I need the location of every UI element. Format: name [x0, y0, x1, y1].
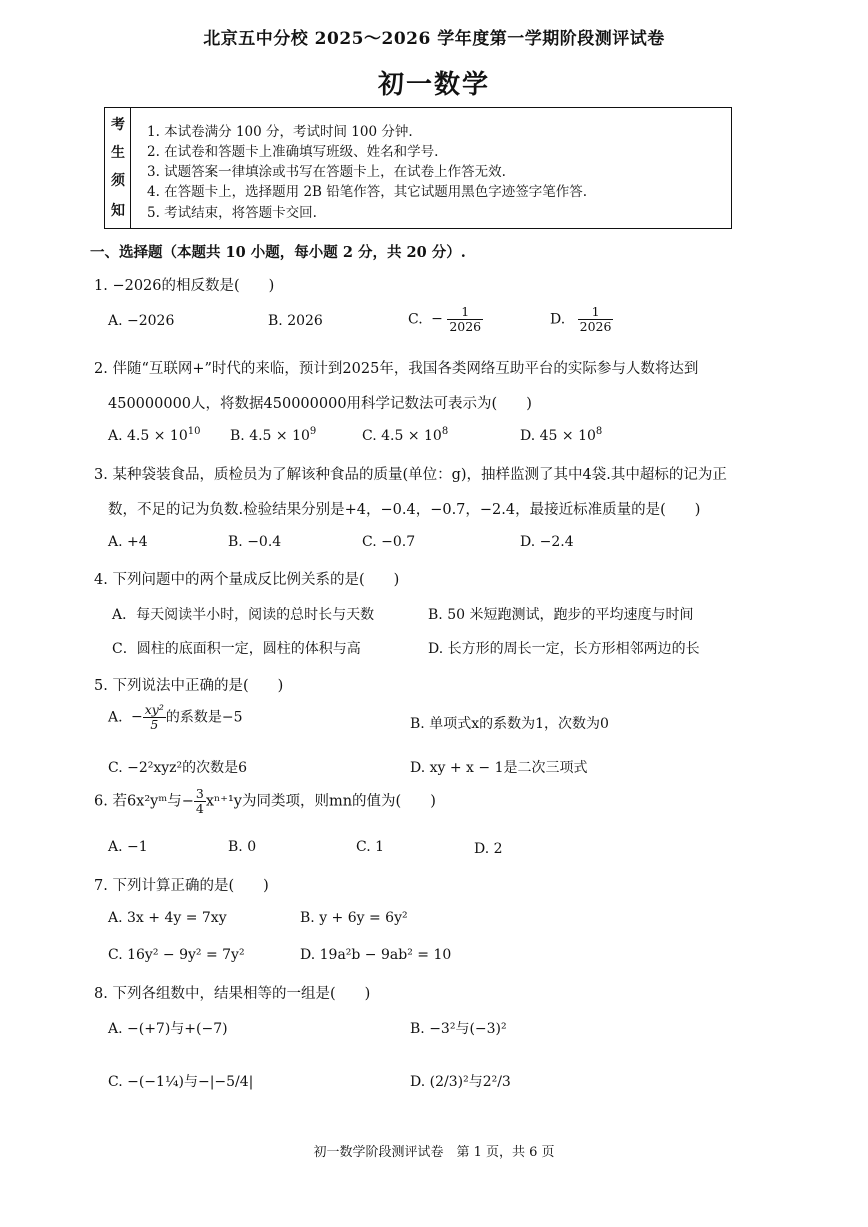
fraction-denominator: 2026	[579, 318, 612, 334]
q5-option-d: D. xy + x − 1是二次三项式	[410, 760, 588, 776]
q6-stem-part-2: xⁿ⁺¹y为同类项，则mn的值为( )	[205, 793, 436, 810]
question-3-line-2: 数，不足的记为负数.检验结果分别是+4，−0.4，−0.7，−2.4，最接近标准质量的是( )	[108, 502, 701, 518]
q1-option-c-fraction	[447, 305, 483, 334]
q2-option-b-base: B. 4.5 × 10	[230, 428, 310, 444]
q5-option-a-label: A.	[108, 709, 123, 726]
notice-label	[105, 108, 131, 228]
question-6-stem	[94, 787, 436, 816]
q6-option-b: B. 0	[228, 839, 257, 855]
fraction-denominator: 4	[195, 800, 204, 816]
q5-option-a-fraction	[143, 703, 166, 732]
notice-label-char: 考	[111, 117, 125, 133]
notice-label-char: 须	[111, 173, 125, 189]
notice-label-char: 知	[111, 203, 125, 219]
notice-item: 2. 在试卷和答题卡上准确填写班级、姓名和学号.	[147, 144, 439, 160]
q1-option-d-label: D.	[550, 311, 566, 328]
q2-option-a-exponent: 10	[187, 426, 201, 437]
q6-option-d: D. 2	[474, 841, 503, 857]
notice-item: 1. 本试卷满分 100 分，考试时间 100 分钟.	[147, 124, 413, 140]
q5-option-c: C. −2²xyz²的次数是6	[108, 760, 248, 776]
q2-option-d-exponent: 8	[595, 426, 603, 437]
question-2-line-1: 2. 伴随“互联网+”时代的来临，预计到2025年，我国各类网络互助平台的实际参与人数将达到	[94, 361, 699, 377]
q1-option-b: B. 2026	[268, 313, 323, 329]
question-2-line-2: 450000000人，将数据450000000用科学记数法可表示为( )	[108, 396, 532, 412]
q6-stem-part-1: 6. 若6x²yᵐ与−	[94, 793, 194, 810]
fraction-numerator: 3	[195, 786, 204, 801]
q8-option-a: A. −(+7)与+(−7)	[108, 1021, 228, 1037]
q1-option-c	[408, 305, 483, 334]
subject-title: 初一数学	[377, 70, 490, 100]
section-title: 一、选择题（本题共 10 小题，每小题 2 分，共 20 分）.	[90, 244, 466, 261]
notice-box	[104, 107, 732, 229]
notice-label-char: 生	[111, 145, 125, 161]
q1-option-a: A. −2026	[108, 313, 175, 329]
question-4-stem: 4. 下列问题中的两个量成反比例关系的是( )	[94, 572, 400, 588]
q7-option-b: B. y + 6y = 6y²	[300, 910, 408, 926]
q7-option-c: C. 16y² − 9y² = 7y²	[108, 947, 245, 963]
q3-option-d: D. −2.4	[520, 534, 574, 550]
q6-option-c: C. 1	[356, 839, 385, 855]
fraction-numerator: 1	[591, 304, 600, 319]
question-8-stem: 8. 下列各组数中，结果相等的一组是( )	[94, 986, 371, 1002]
q8-option-b: B. −3²与(−3)²	[410, 1021, 507, 1037]
q6-option-a: A. −1	[108, 839, 148, 855]
page-footer: 初一数学阶段测评试卷 第 1 页，共 6 页	[313, 1145, 555, 1160]
q2-option-a	[108, 428, 200, 444]
question-1-stem: 1. −2026的相反数是( )	[94, 278, 275, 294]
school-title: 北京五中分校 2025～2026 学年度第一学期阶段测评试卷	[203, 29, 665, 49]
q7-option-a: A. 3x + 4y = 7xy	[108, 910, 227, 926]
notice-item: 5. 考试结束，将答题卡交回.	[147, 205, 317, 221]
q8-option-d: D. (2/3)²与2²/3	[410, 1074, 511, 1090]
q5-option-a: A. − $\frac{\text{xy²}}{5}$ 的系数是−5	[108, 702, 243, 732]
q2-option-b-exponent: 9	[309, 426, 317, 437]
question-7-stem: 7. 下列计算正确的是( )	[94, 878, 269, 894]
q3-option-b: B. −0.4	[228, 534, 282, 550]
q1-option-c-sign: −	[431, 311, 443, 328]
q8-option-c: C. −(−1¼)与−|−5/4|	[108, 1074, 254, 1090]
q3-option-c: C. −0.7	[362, 534, 416, 550]
q2-option-c	[362, 428, 448, 444]
q5-option-a-text: 的系数是−5	[165, 709, 243, 726]
q2-option-b	[230, 428, 316, 444]
q4-option-a: A．每天阅读半小时，阅读的总时长与天数	[112, 607, 375, 623]
fraction-numerator: xy²	[144, 702, 164, 717]
q2-option-c-exponent: 8	[441, 426, 449, 437]
question-5-stem: 5. 下列说法中正确的是( )	[94, 678, 284, 694]
q6-stem-fraction	[194, 787, 206, 816]
q4-option-c: C．圆柱的底面积一定，圆柱的体积与高	[112, 641, 361, 657]
q2-option-d-base: D. 45 × 10	[520, 428, 596, 444]
q1-option-d	[550, 305, 613, 334]
fraction-numerator: 1	[461, 304, 470, 319]
notice-item: 3. 试题答案一律填涂或书写在答题卡上，在试卷上作答无效.	[147, 164, 506, 180]
q4-option-b: B. 50 米短跑测试，跑步的平均速度与时间	[428, 607, 694, 623]
q3-option-a: A. +4	[108, 534, 148, 550]
q5-option-b: B. 单项式x的系数为1，次数为0	[410, 716, 609, 732]
q2-option-a-base: A. 4.5 × 10	[108, 428, 188, 444]
notice-item: 4. 在答题卡上，选择题用 2B 铅笔作答，其它试题用黑色字迹签字笔作答.	[147, 184, 588, 200]
question-3-line-1: 3. 某种袋装食品，质检员为了解该种食品的质量(单位：g)，抽样监测了其中4袋.其中超标的记为正	[94, 467, 727, 483]
q1-option-d-fraction	[578, 305, 614, 334]
q7-option-d: D. 19a²b − 9ab² = 10	[300, 947, 452, 963]
q2-option-d	[520, 428, 602, 444]
fraction-denominator: 5	[143, 717, 166, 732]
q2-option-c-base: C. 4.5 × 10	[362, 428, 442, 444]
q4-option-d: D. 长方形的周长一定，长方形相邻两边的长	[428, 641, 700, 657]
fraction-denominator: 2026	[449, 318, 482, 334]
q1-option-c-label: C.	[408, 311, 423, 328]
